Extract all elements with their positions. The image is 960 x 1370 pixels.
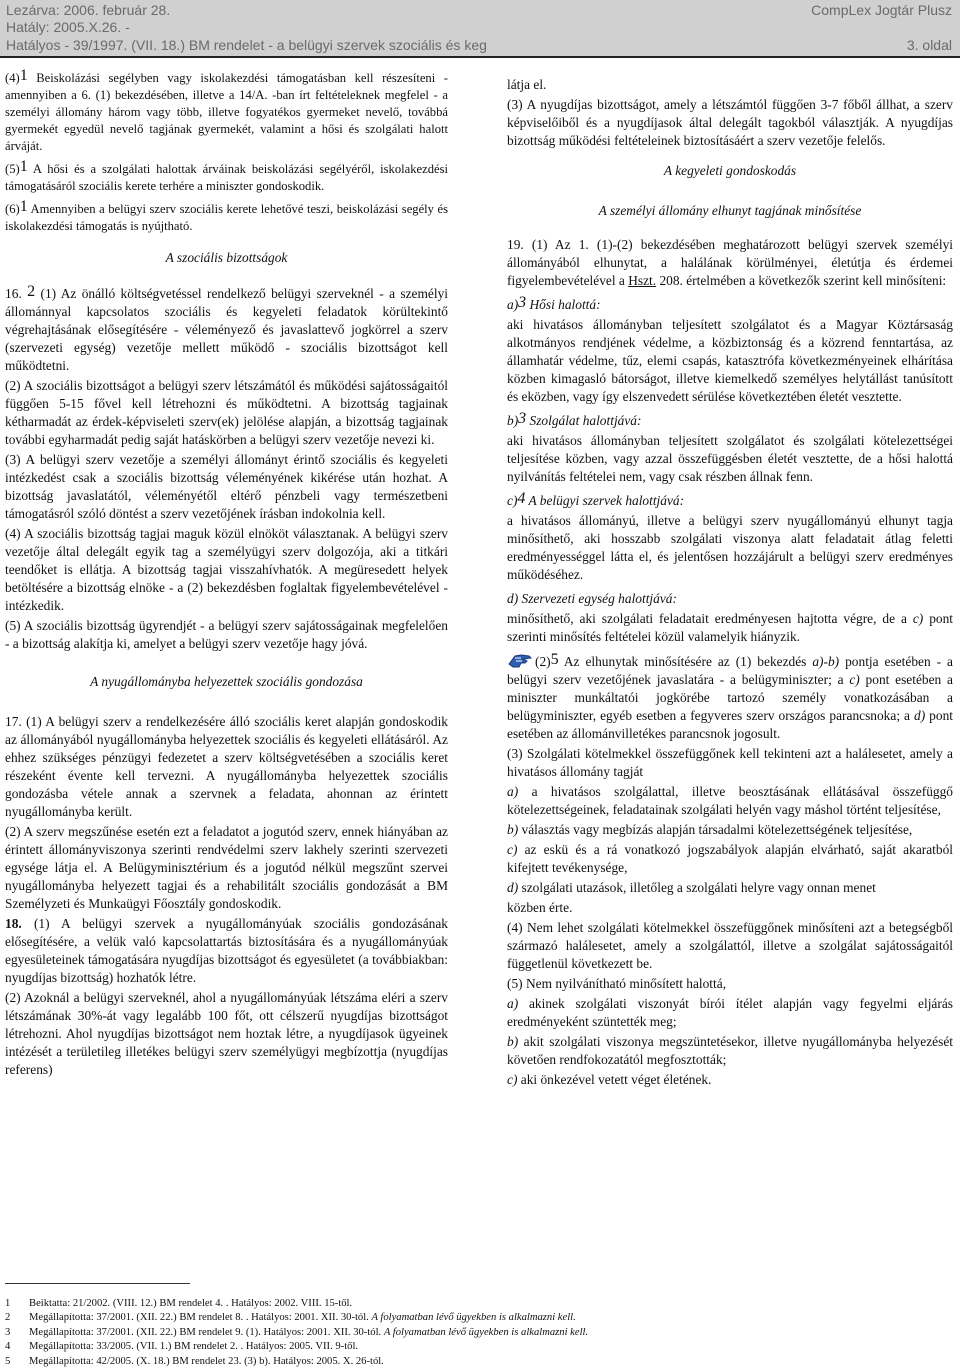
- section-19-3-c: c) az eskü és a rá vonatkozó jogszabályok alapján elvárható, saját akaratból kifejtett tevékenysége,: [507, 842, 953, 875]
- section-16-3: (3) A belügyi szerv vezetője a személyi állományt érintő szociális és kegyeleti intézkedést csak a szociális bizottság véleményének kikérése után hozhat. A bizottság javaslatától, véleményétől eltérő pénzbeli vagy természetbeni támogatásról szóló döntést a szerv vezetőjének írásban indokolnia kell.: [5, 452, 448, 521]
- header-brand: CompLex Jogtár Plusz: [811, 2, 952, 18]
- section-19-3-d: d) szolgálati utazások, illetőleg a szolgálati helyre vagy onnan menet: [507, 880, 876, 895]
- footnote-item: 5 Megállapította: 42/2005. (X. 18.) BM rendelet 23. (3) b). Hatályos: 2005. X. 26-tól.: [5, 1355, 384, 1367]
- section-19-5: (5) Nem nyilvánítható minősített halottá,: [507, 976, 727, 991]
- section-17-1: 17. (1) A belügyi szerv a rendelkezésére álló szociális keret alapján gondoskodik az állományából nyugállományba helyezettek szociális és kegyeleti ellátásáról. Az ehhez szükséges pénzügyi fedezetet a szerv költségvetésében a szociális keret részeként évente kell tervezni. A nyugállományba helyezettek szociális gondozásba vétele annak a szervnek a feladata, ahonnan az érintett nyugállományba került.: [5, 714, 448, 819]
- section-18-3: (3) A nyugdíjas bizottságot, amely a létszámtól függően 3-7 főből állhat, a szerv képviselőiből és a nyugdíjasok által delegált tagokból választják. A nyugdíjas bizottság működési feltételeinek biztosításáért a szerv vezetője felelős.: [507, 97, 953, 148]
- section-19-3-d-end: közben érte.: [507, 900, 573, 915]
- footnote-ref[interactable]: 2: [27, 283, 36, 300]
- section-18-2: (2) Azoknál a belügyi szerveknél, ahol a nyugállományúak létszáma eléri a szerv létszámának 30%-át vagy legalább 100 főt, ott célszerű nyugdíjas bizottságot létrehozni. Ahol nyugdíjas bizottságot nem hoztak létre, a nyugdíjasok ügyeinek intézését a területileg illetékes belügyi szerv személyügyi megbízottja (nyugdíjas referens): [5, 990, 448, 1077]
- footnote-item: 3 Megállapította: 37/2001. (XII. 22.) BM rendelet 9. (1). Hatályos: 2001. XII. 30-tól. A folyamatban lévő ügyekben is alkalmazni kell.: [5, 1326, 589, 1338]
- section-19-3-a: a) a hivatásos szolgálattal, illetve beosztásának ellátásával összefüggő kötelezettségeinek, feladatainak szolgálati helyén vagy máshol történt teljesítése,: [507, 784, 953, 817]
- item-b-text: aki hivatásos állományban teljesített szolgálatot és szolgálati kötelezettségei teljesítése közben, vagy azzal összefüggésben életét vesztette, de a hősi halottá nyilvánítás feltételei nem, vagy csak részben állnak fenn.: [507, 433, 953, 484]
- item-b-title: b)$^3$ Szolgálat halottjává:: [507, 410, 642, 428]
- pointing-hand-icon[interactable]: [507, 652, 533, 670]
- header-page-number: 3. oldal: [906, 37, 952, 53]
- right-column: [507, 76, 953, 1091]
- footnote-ref[interactable]: 4: [517, 490, 526, 507]
- header-lezarva: Lezárva: 2006. február 28.: [6, 2, 171, 18]
- footnote-ref[interactable]: 3: [518, 410, 527, 427]
- continuation-text: látja el.: [507, 77, 547, 92]
- footnote-ref[interactable]: 3: [518, 294, 527, 311]
- paragraph-4: $(4)^1$ Beiskolázási segélyben vagy iskolakezdési támogatásban kell részesíteni - amennyiben a 6. (1) bekezdésében, illetve a 14/A. -ban írt feltételeknek megfelel - a személyi állomány három vagy több, illetve fogyatékos gyermeket nevelő, továbbá gyermekét egyedül nevelő tagjának gyermekét, valamint a hősi és szolgálati halott árváját.: [5, 67, 448, 153]
- item-d-text: minősíthető, aki szolgálati feladatait eredményesen hajtotta végre, de a c) pont szerinti minősítés feltételei közül valamelyik hiányzik.: [507, 611, 954, 644]
- paragraph-6: $(6)^1$ Amennyiben a belügyi szerv szociális kerete lehetővé teszi, beiskolázási segély és iskolakezdési támogatás is nyújtható.: [5, 198, 448, 233]
- footnote-item: 4 Megállapította: 33/2005. (VII. 1.) BM rendelet 2. . Hatályos: 2005. VII. 9-től.: [5, 1341, 359, 1353]
- heading-kegyeleti: A kegyeleti gondoskodás: [663, 163, 797, 178]
- section-16-2: (2) A szociális bizottságot a belügyi szerv létszámától és működési sajátosságaitól függően 5-15 fővel kell létrehozni és működtetni. A bizottság tagjainak kétharmadát az érdek-képviseleti szerv(ek) jelölése alapján, a bizottság tagjainak további egyharmadát pedig saját hatáskörben a belügyi szerv vezetője nevezi ki.: [5, 378, 448, 447]
- section-19-5-a: a) akinek szolgálati viszonyát bírói ítélet alapján vagy fegyelmi eljárás eredményeként szüntették meg;: [507, 996, 953, 1029]
- header-divider: [0, 56, 960, 58]
- section-19-1: 19. (1) Az 1. (1)-(2) bekezdésében meghatározott belügyi szervek személyi állományából elhunytat, a halálának körülményei, életútja és érdemei figyelembevételével a Hszt. 208. értelmében a következők szerint kell minősíteni:: [507, 237, 953, 288]
- heading-minosites: A személyi állomány elhunyt tagjának minősítése: [598, 203, 862, 218]
- section-17-2: (2) A szerv megszűnése esetén ezt a feladatot a jogutód szerv, ennek hiányában az érintett állományviszonya szerinti rendvédelmi szerv lakhely szerinti szervezeti egysége látja el. A Belügyminisztérium és a jogutód nélkül megszűnt szervei nyugállományba helyezett tagjai és a rehabilitált szociális gondozását a BM Személyzeti és Munkaügyi Főosztály gondoskodik.: [5, 824, 448, 911]
- footnote-divider: [5, 1283, 190, 1284]
- left-column: [5, 67, 448, 1081]
- heading-nyugallomany: A nyugállományba helyezettek szociális gondozása: [90, 674, 363, 689]
- item-a-text: aki hivatásos állományban teljesített szolgálatot és a Magyar Köztársaság alkotmányos rendjének védelme, a közbiztonság és a közrend fenntartása, az államhatár védelme, tűz, elemi csapás, katasztrófa következményeinek elhárítása közben kimagasló bátorságot, illetve kiemelkedő személyes helytállást tanúsított és eközben, vagy így elszenvedett sérülése következtében életét vesztette.: [507, 317, 953, 404]
- item-c-text: a hivatásos állományú, illetve a belügyi szerv nyugállományú elhunyt tagja minősíthető, aki hosszabb szolgálati viszonya alatt feladatait átlag feletti eredményességgel látta el, és jelentősen hozzájárult a belügyi szerv eredményes működéséhez.: [507, 513, 953, 582]
- item-d-title: d) Szervezeti egység halottjává:: [507, 591, 677, 606]
- item-a-title: a)$^3$ Hősi halottá:: [507, 294, 601, 312]
- section-19-5-c: c) aki önkezével vetett véget életének.: [507, 1072, 712, 1087]
- section-16-5: (5) A szociális bizottság ügyrendjét - a belügyi szerv sajátosságainak megfelelően - a bizottság alakítja ki, amelyet a belügyi szerv vezetője hagy jóvá.: [5, 618, 448, 651]
- section-19-5-b: b) akit szolgálati viszonya megszüntetésekor, illetve nyugállományba helyezését követően rendfokozatától megfosztották;: [507, 1034, 953, 1067]
- footnote-item: 2 Megállapította: 37/2001. (XII. 22.) BM rendelet 8. . Hatályos: 2001. XII. 30-tól. A folyamatban lévő ügyekben is alkalmazni kell.: [5, 1312, 576, 1324]
- section-19-4: (4) Nem lehet szolgálati kötelmekkel összefüggőnek minősíteni azt a betegségből származó halálesetet, amely a szolgálattól, illetve a szolgálat sajátosságaitól függetlenül következett be.: [507, 920, 953, 971]
- heading-szocialis-bizottsagok: A szociális bizottságok: [165, 250, 288, 265]
- section-16-1: 16. $^2$ (1) Az önálló költségvetéssel rendelkező belügyi szerveknél - a személyi állománnyal kapcsolatos szociális és kegyeleti feladatok körültekintő végrehajtásának elősegítésére - véleményező és javaslattevő jogkörrel a szerv (szervezeti egység) vezetője mellett működő - szociális bizottságot kell működtetni.: [5, 283, 448, 373]
- section-19-2: $(2)^5$ Az elhunytak minősítésére az (1) bekezdés a)-b) pontja esetében - a belügyi szerv vezetőjének javaslatára - a belügyminiszter; a c) pont esetében a miniszter munkáltatói jogkörébe tartozó személy vonatkozásában a belügyminiszter, egyéb esetben a fegyveres szerv országos parancsnoka; a d) pont esetében az állománvilletékes parancsnok jogosult.: [507, 651, 953, 741]
- section-18-1: 18. (1) A belügyi szervek a nyugállományúak szociális gondozásának elősegítésére, a velük való kapcsolattartás biztosítására és a nyugállományúak egyesületeinek támogatására nyugdíjas bizottságot és egyesületet (a továbbiakban: nyugdíjas bizottság) hozhatók létre.: [5, 916, 448, 985]
- header-hataly: Hatály: 2005.X.26. -: [6, 19, 130, 35]
- header-document-title: Hatályos - 39/1997. (VII. 18.) BM rendelet - a belügyi szervek szociális és keg: [6, 37, 487, 53]
- section-19-3-b: b) választás vagy megbízás alapján társadalmi kötelezettségének teljesítése,: [507, 822, 913, 837]
- section-19-3: (3) Szolgálati kötelmekkel összefüggőnek kell tekinteni azt a halálesetet, amely a hivatásos állomány tagját: [507, 746, 953, 779]
- footnote-ref[interactable]: 1: [19, 158, 28, 175]
- footnote-item: 1 Beiktatta: 21/2002. (VIII. 12.) BM rendelet 4. . Hatályos: 2002. VIII. 15-től.: [5, 1298, 353, 1309]
- paragraph-5: $(5)^1$ A hősi és a szolgálati halottak árváinak beiskolázási segélyéről, iskolakezdési támogatásáról szociális kerete terhére a miniszter gondoskodik.: [5, 158, 448, 193]
- footnote-ref[interactable]: 5: [550, 651, 559, 668]
- footnote-ref[interactable]: 1: [19, 198, 28, 215]
- item-c-title: c)$^4$ A belügyi szervek halottjává:: [507, 490, 685, 508]
- footnotes: [5, 1297, 955, 1369]
- hszt-link[interactable]: Hszt.: [628, 273, 657, 288]
- section-16-4: (4) A szociális bizottság tagjai maguk közül elnököt választanak. A belügyi szerv vezetője által delegált egyik tag a személyügyi szerv dolgozója, aki a titkári teendőket is ellátja. A bizottság tagjai visszahívhatók. A megüresedett helyek betöltésére a bizottság elnöke - a (2) bekezdésben foglaltak figyelembevételével - intézkedik.: [5, 526, 448, 613]
- footnote-ref[interactable]: 1: [19, 67, 28, 84]
